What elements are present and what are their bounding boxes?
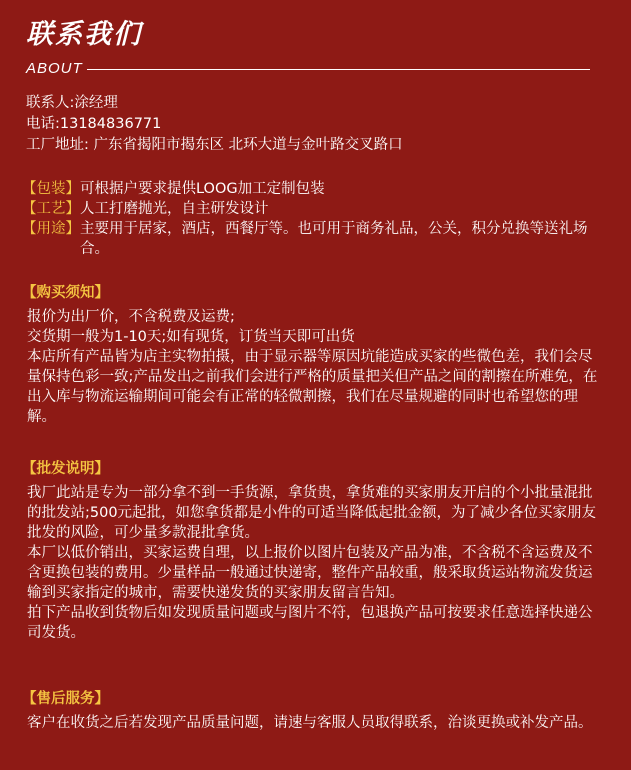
about-label: ABOUT [26,59,83,77]
contact-person: 联系人:涂经理 [26,95,118,111]
section-heading: 【购买须知】 [22,285,109,301]
spec-label: 【包装】 [22,181,80,197]
contact-address: 工厂地址: 广东省揭阳市揭东区 北环大道与金叶路交叉路口 [26,137,403,153]
about-divider [26,58,590,78]
spec-usage [22,219,602,259]
spec-packaging [22,179,602,199]
purchase-notice [22,283,602,427]
product-specs [22,179,602,259]
aftersales-line: 客户在收货之后若发现产品质量问题，请速与客服人员取得联系，治谈更换或补发产品。 [27,715,593,731]
spec-label: 【用途】 [22,221,80,237]
wholesale-notice [22,459,602,643]
wholesale-line: 我厂此站是专为一部分拿不到一手货源，拿货贵，拿货难的买家朋友开启的个小批量混批的批发站;500元起批，如您拿货都是小件的可适当降低起批金额，为了减少各位买家朋友批发的风险，可少量多款混批拿货。 [27,485,597,541]
divider-line [87,69,590,70]
spec-label: 【工艺】 [22,201,80,217]
aftersales-notice [22,689,602,733]
spec-craft [22,199,602,219]
spec-text: 可根据户要求提供LOOG加工定制包装 [80,181,325,197]
contact-info [26,93,403,156]
purchase-line: 本店所有产品皆为店主实物拍摄，由于显示器等原因坑能造成买家的些微色差，我们会尽量保持色彩一致;产品发出之前我们会进行严格的质量把关但产品之间的割擦在所难免，在出入库与物流运输期间可能会有正常的轻微割擦，我们在尽量规避的同时也希望您的理解。 [27,349,598,425]
spec-text: 主要用于居家，酒店，西餐厅等。也可用于商务礼品，公关，积分兑换等送礼场合。 [80,221,588,257]
wholesale-line: 本厂以低价销出，买家运费自理，以上报价以图片包装及产品为准，不含税不含运费及不含更换包装的费用。少量样品一般通过快递寄，整件产品较重，般采取货运站物流发货运输到买家指定的城市，需要快递发货的买家朋友留言告知。 [27,545,593,601]
contact-phone: 电话:13184836771 [26,116,162,132]
page-title: 联系我们 [26,19,142,50]
purchase-line: 报价为出厂价，不含税费及运费; [27,309,235,325]
spec-text: 人工打磨抛光，自主研发设计 [80,201,269,217]
purchase-line: 交货期一般为1-10天;如有现货，订货当天即可出货 [27,329,355,345]
wholesale-line: 拍下产品收到货物后如发现质量问题或与图片不符，包退换产品可按要求任意选择快递公司发货。 [27,605,593,641]
section-heading: 【售后服务】 [22,691,109,707]
section-heading: 【批发说明】 [22,461,109,477]
